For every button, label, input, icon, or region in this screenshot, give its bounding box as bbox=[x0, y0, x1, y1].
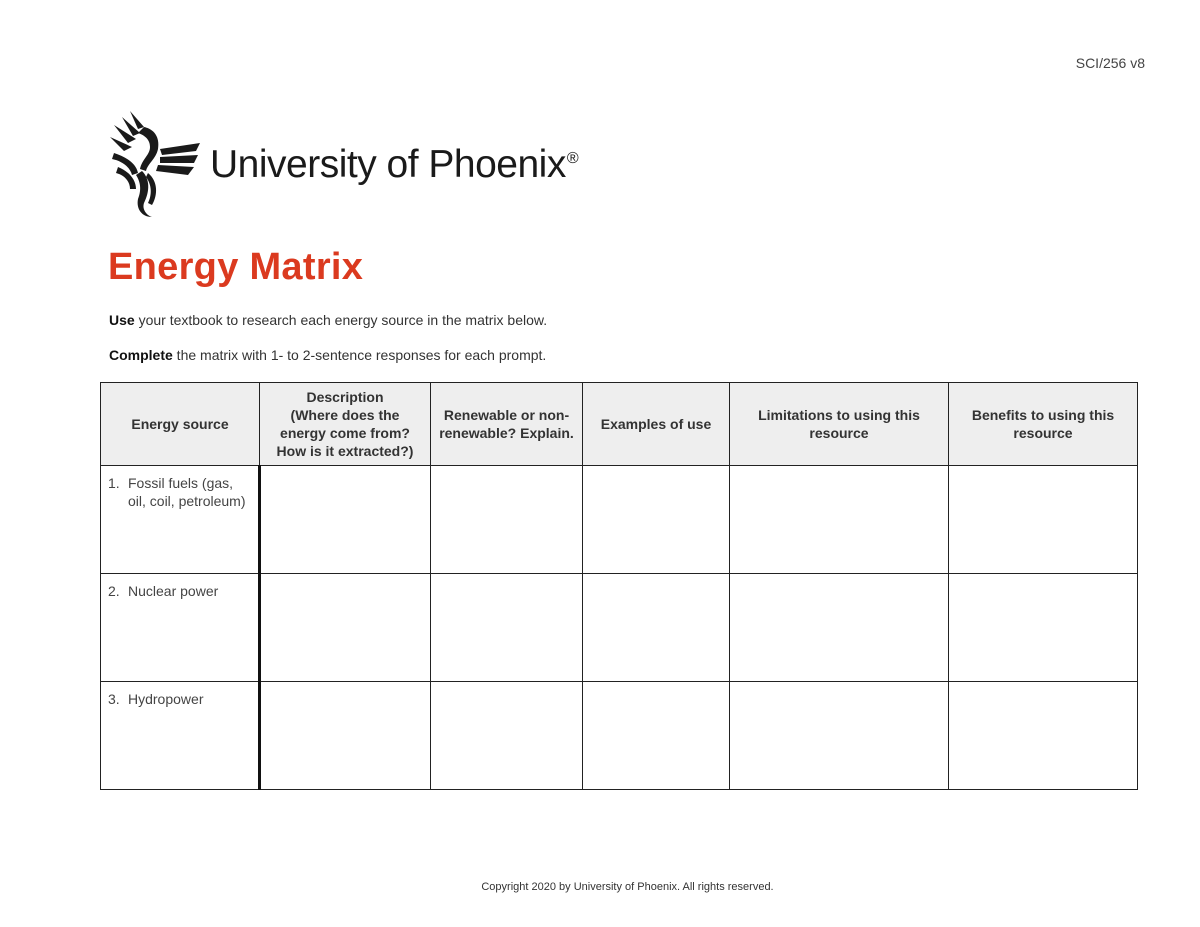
description-cell[interactable] bbox=[260, 682, 431, 790]
energy-source-cell bbox=[101, 466, 260, 574]
row-number: 1. bbox=[108, 475, 120, 491]
column-header-limitations: Limitations to using this resource bbox=[730, 383, 949, 466]
energy-source-cell bbox=[101, 574, 260, 682]
column-header-benefits: Benefits to using this resource bbox=[949, 383, 1138, 466]
instruction-complete: Complete the matrix with 1- to 2-sentence responses for each prompt. bbox=[109, 347, 547, 363]
column-header-renewable: Renewable or non-renewable? Explain. bbox=[431, 383, 583, 466]
column-header-examples: Examples of use bbox=[583, 383, 730, 466]
copyright-notice: Copyright 2020 by University of Phoenix. All rights reserved. bbox=[481, 881, 774, 893]
renewable-cell[interactable] bbox=[431, 466, 583, 574]
table-row bbox=[101, 682, 1138, 790]
energy-matrix-table bbox=[100, 382, 1138, 790]
column-header-energy-source: Energy source bbox=[101, 383, 260, 466]
energy-source-label: Nuclear power bbox=[128, 583, 219, 599]
benefits-cell[interactable] bbox=[949, 574, 1138, 682]
examples-cell[interactable] bbox=[583, 574, 730, 682]
limitations-cell[interactable] bbox=[730, 466, 949, 574]
examples-cell[interactable] bbox=[583, 682, 730, 790]
table-row bbox=[101, 466, 1138, 574]
logo-wordmark: University of Phoenix® bbox=[210, 143, 579, 186]
benefits-cell[interactable] bbox=[949, 466, 1138, 574]
table-header-row bbox=[101, 383, 1138, 466]
table-row bbox=[101, 574, 1138, 682]
phoenix-bird-icon bbox=[108, 109, 200, 217]
limitations-cell[interactable] bbox=[730, 574, 949, 682]
benefits-cell[interactable] bbox=[949, 682, 1138, 790]
description-cell[interactable] bbox=[260, 466, 431, 574]
column-header-description: Description (Where does the energy come from? How is it extracted?) bbox=[260, 383, 431, 466]
instruction-use: Use your textbook to research each energy source in the matrix below. bbox=[109, 312, 548, 328]
limitations-cell[interactable] bbox=[730, 682, 949, 790]
page-title: Energy Matrix bbox=[108, 246, 364, 288]
renewable-cell[interactable] bbox=[431, 682, 583, 790]
energy-source-label: Fossil fuels (gas, oil, coil, petroleum) bbox=[128, 475, 246, 509]
description-cell[interactable] bbox=[260, 574, 431, 682]
row-number: 3. bbox=[108, 691, 120, 707]
examples-cell[interactable] bbox=[583, 466, 730, 574]
energy-source-label: Hydropower bbox=[128, 691, 204, 707]
renewable-cell[interactable] bbox=[431, 574, 583, 682]
university-logo bbox=[108, 108, 578, 218]
energy-source-cell bbox=[101, 682, 260, 790]
course-code: SCI/256 v8 bbox=[1075, 55, 1145, 71]
row-number: 2. bbox=[108, 583, 120, 599]
